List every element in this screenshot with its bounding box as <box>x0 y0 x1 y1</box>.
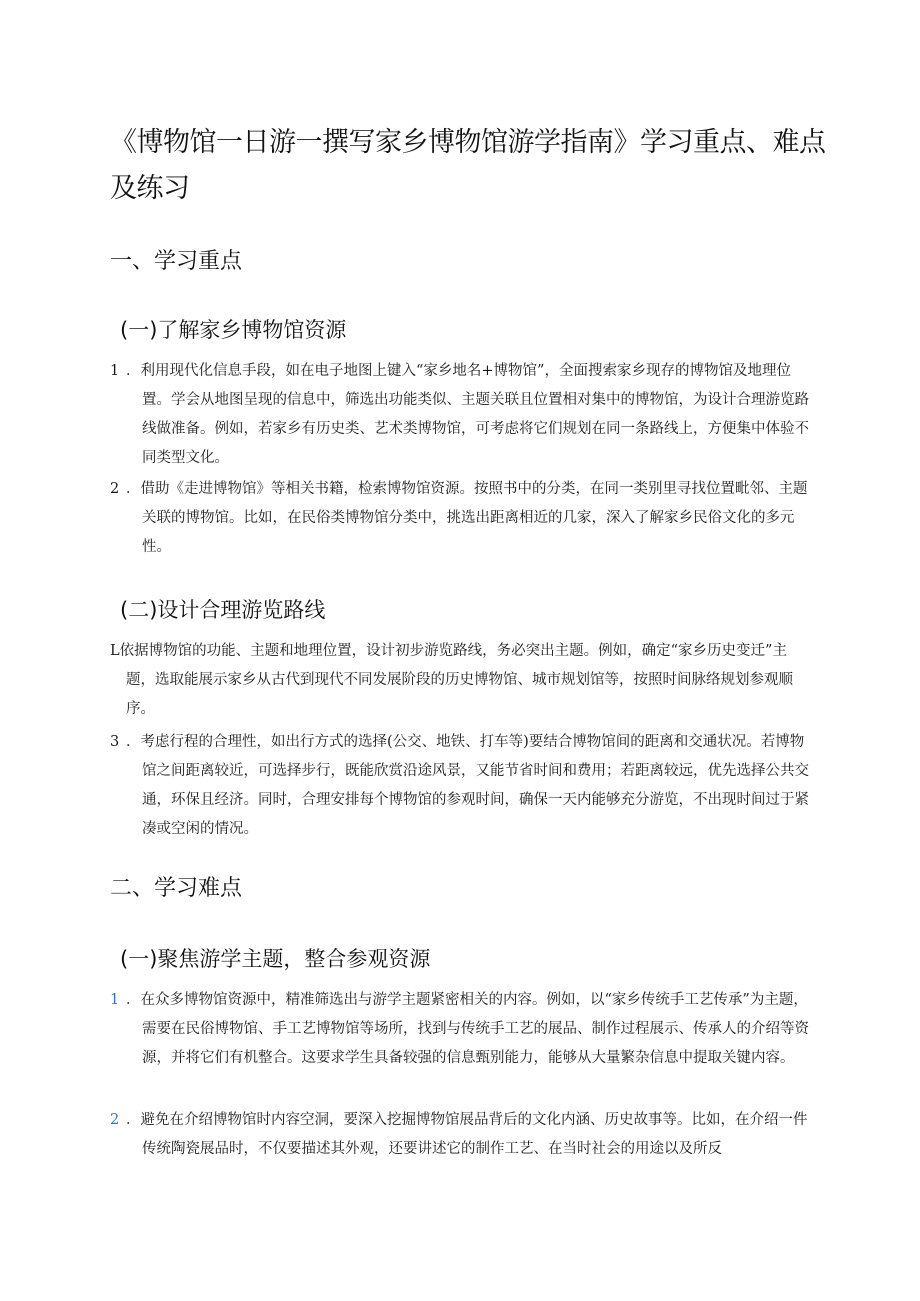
list-item-text: L依据博物馆的功能、主题和地理位置，设计初步游览路线，务必突出主题。例如，确定“家乡历史变迁”主题，选取能展示家乡从古代到现代不同发展阶段的历史博物馆、城市规划馆等，按照时间脉络规划参观顺序。 <box>110 643 793 717</box>
section-heading-study-focus: 一、学习重点 <box>110 249 243 274</box>
list-item <box>110 637 815 724</box>
list-item-text: ．借助《走进博物馆》等相关书籍，检索博物馆资源。按照书中的分类，在同一类别里寻找位置毗邻、主题关联的博物馆。比如，在民俗类博物馆分类中，挑选出距离相近的几家，深入了解家乡民俗文化的多元性。 <box>126 481 808 555</box>
list-item-text: ．利用现代化信息手段，如在电子地图上键入“家乡地名+博物馆”，全面搜索家乡现存的博物馆及地理位置。学会从地图呈现的信息中，筛选出功能类似、主题关联且位置相对集中的博物馆，为设计合理游览路线做准备。例如，若家乡有历史类、艺术类博物馆，可考虑将它们规划在同一条路线上，方便集中体验不同类型文化。 <box>126 363 809 466</box>
list-item-number: 2 <box>110 1112 120 1128</box>
list-item-number: 3 <box>110 734 120 750</box>
list-item-number: 1 <box>110 363 120 379</box>
subsection-heading-route-design: (二)设计合理游览路线 <box>120 598 326 622</box>
document-title: 《博物馆一日游一撰写家乡博物馆游学指南》学习重点、难点及练习 <box>110 127 826 204</box>
subsection-heading-theme-focus: (一)聚焦游学主题，整合参观资源 <box>120 947 431 971</box>
list-item-number: 1 <box>110 992 120 1008</box>
list-item-text: ．考虑行程的合理性，如出行方式的选择(公交、地铁、打车等)要结合博物馆间的距离和交通状况。若博物馆之间距离较近，可选择步行，既能欣赏沿途风景，又能节省时间和费用；若距离较远，优先选择公共交通，环保且经济。同时，合理安排每个博物馆的参观时间，确保一天内能够充分游览，不出现时间过于紧凑或空闲的情况。 <box>126 734 809 837</box>
list-item <box>110 357 815 473</box>
list-item-text: ．在众多博物馆资源中，精准筛选出与游学主题紧密相关的内容。例如，以“家乡传统手工艺传承”为主题，需要在民俗博物馆、手工艺博物馆等场所，找到与传统手工艺的展品、制作过程展示、传承人的介绍等资源，并将它们有机整合。这要求学生具备较强的信息甄别能力，能够从大量繁杂信息中提取关键内容。 <box>126 992 809 1066</box>
list-item <box>110 986 815 1073</box>
list-item <box>110 728 815 844</box>
list-item-number: 2 <box>110 481 120 497</box>
list-item-text: ．避免在介绍博物馆时内容空洞，要深入挖掘博物馆展品背后的文化内涵、历史故事等。比如，在介绍一件传统陶瓷展品时，不仅要描述其外观，还要讲述它的制作工艺、在当时社会的用途以及所反 <box>126 1112 808 1157</box>
section-heading-study-difficulties: 二、学习难点 <box>110 876 243 901</box>
list-item <box>110 475 815 562</box>
subsection-heading-museum-resources: (一)了解家乡博物馆资源 <box>120 318 347 342</box>
list-item <box>110 1106 815 1164</box>
